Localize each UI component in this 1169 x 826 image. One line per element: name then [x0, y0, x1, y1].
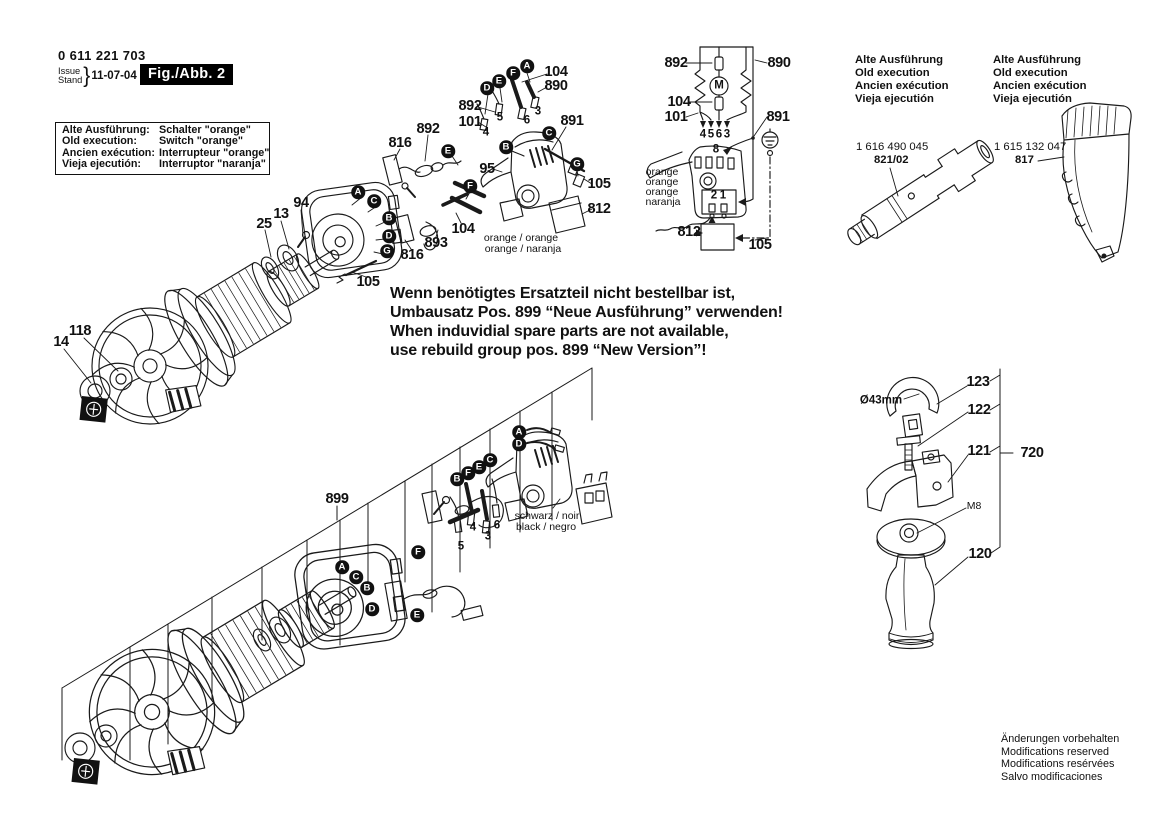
figure-label-badge: Fig./Abb. 2 — [140, 64, 233, 85]
letter-marker-f: F — [463, 179, 477, 193]
letter-marker-d: D — [480, 81, 494, 95]
old-exec-line: Vieja ejecutión — [993, 93, 1072, 105]
letter-marker-f: F — [411, 545, 425, 559]
callout-8: 8 — [712, 143, 720, 156]
callout-5: 5 — [707, 128, 715, 141]
callout-4: 4 — [469, 521, 477, 534]
letter-marker-f: F — [461, 466, 475, 480]
letter-marker-a: A — [335, 560, 349, 574]
letter-marker-g: G — [380, 244, 394, 258]
callout-101: 101 — [664, 108, 688, 125]
callout-121: 121 — [967, 442, 991, 459]
callout-3: 3 — [534, 105, 542, 118]
callout-123: 123 — [966, 373, 990, 390]
callout-893: 893 — [424, 234, 448, 251]
callout-orange: orange — [645, 175, 679, 188]
footer-line: Modifications reserved — [1001, 745, 1110, 758]
callout-25: 25 — [256, 215, 272, 232]
letter-marker-b: B — [499, 140, 513, 154]
footer-line: Modifications resérvées — [1001, 758, 1115, 771]
callout-118: 118 — [68, 322, 92, 339]
letter-marker-g: G — [570, 157, 584, 171]
note-row-value: Interrupteur "orange" — [159, 146, 270, 159]
callout-105: 105 — [748, 236, 772, 253]
letter-marker-c: C — [483, 453, 497, 467]
note-row-label: Alte Ausführung: — [62, 124, 150, 136]
old-exec-line: Alte Ausführung — [855, 54, 944, 66]
letter-marker-d: D — [382, 229, 396, 243]
callout-14: 14 — [53, 333, 69, 350]
callout-890: 890 — [544, 77, 568, 94]
old-exec-line: Old execution — [855, 67, 930, 79]
old-handle-position-number: 817 — [1015, 154, 1034, 166]
brace-glyph: } — [83, 63, 91, 88]
callout-2: 2 — [710, 189, 718, 202]
letter-marker-d: D — [365, 602, 379, 616]
letter-marker-e: E — [492, 74, 506, 88]
callout-101: 101 — [458, 113, 482, 130]
note-row-label: Old execution: — [62, 135, 137, 148]
letter-marker-b: B — [382, 211, 396, 225]
letter-marker-c: C — [542, 126, 556, 140]
stand-word: Stand — [58, 75, 83, 85]
old-exec-line: Alte Ausführung — [993, 54, 1082, 66]
warning-line: use rebuild group pos. 899 “New Version”! — [390, 342, 707, 359]
callout-5: 5 — [496, 111, 504, 124]
callout-5: 5 — [457, 540, 465, 553]
callout-m: M — [714, 79, 724, 92]
callout-892: 892 — [416, 120, 440, 137]
letter-marker-e: E — [410, 608, 424, 622]
old-exec-line: Vieja ejecutión — [855, 93, 934, 105]
callout-104: 104 — [544, 63, 568, 80]
callout-892: 892 — [458, 97, 482, 114]
letter-marker-e: E — [472, 460, 486, 474]
letter-marker-a: A — [520, 59, 534, 73]
callout-6: 6 — [523, 114, 531, 127]
callout-6: 6 — [493, 519, 501, 532]
callout-120: 120 — [968, 545, 992, 562]
callout-812: 812 — [587, 200, 611, 217]
callout-104: 104 — [667, 93, 691, 110]
callout-899: 899 — [325, 490, 349, 507]
letter-marker-b: B — [450, 472, 464, 486]
note-row-value: Interruptor "naranja" — [159, 158, 266, 171]
letter-marker-d: D — [512, 437, 526, 451]
note-row-value: Schalter "orange" — [159, 124, 251, 136]
old-spindle-position-number: 821/02 — [874, 154, 909, 166]
callout-orange-orange: orange / orange — [483, 231, 559, 244]
footer-line: Salvo modificaciones — [1001, 770, 1103, 783]
callout-orange: orange — [645, 165, 679, 178]
letter-marker-a: A — [351, 185, 365, 199]
letter-marker-a: A — [512, 425, 526, 439]
callout-4: 4 — [699, 128, 707, 141]
issue-word: Issue — [58, 66, 81, 77]
callout-6: 6 — [715, 128, 723, 141]
callout-890: 890 — [767, 54, 791, 71]
callout-3: 3 — [723, 128, 731, 141]
callout-891: 891 — [560, 112, 584, 129]
old-handle-part-number: 1 615 132 047 — [994, 141, 1067, 153]
letter-marker-b: B — [360, 581, 374, 595]
callout-122: 122 — [967, 401, 991, 418]
issue-date: 11-07-04 — [91, 70, 137, 82]
warning-line: Umbausatz Pos. 899 “Neue Ausführung” verwenden! — [390, 304, 783, 321]
callout-816: 816 — [388, 134, 412, 151]
old-exec-line: Ancien exécution — [993, 80, 1087, 92]
letter-marker-e: E — [441, 144, 455, 158]
callout-105: 105 — [587, 175, 611, 192]
callout--43mm: Ø43mm — [859, 394, 903, 407]
callout-13: 13 — [273, 205, 289, 222]
warning-line: Wenn benötigtes Ersatzteil nicht bestellbar ist, — [390, 285, 735, 302]
document-part-number: 0 611 221 703 — [58, 48, 146, 63]
callout-m8: M8 — [966, 499, 982, 512]
old-spindle-part-number: 1 616 490 045 — [856, 141, 929, 153]
callout-816: 816 — [400, 246, 424, 263]
letter-marker-c: C — [349, 570, 363, 584]
callout-4: 4 — [482, 126, 490, 139]
old-exec-line: Ancien exécution — [855, 80, 949, 92]
callout-black-negro: black / negro — [515, 520, 577, 533]
callout-812: 812 — [677, 223, 701, 240]
callout-schwarz-noir: schwarz / noir — [514, 509, 580, 522]
callout-94: 94 — [293, 194, 309, 211]
callout-orange-naranja: orange / naranja — [484, 242, 562, 255]
note-row-label: Ancien exécution: — [62, 146, 155, 159]
callout-104: 104 — [451, 220, 475, 237]
note-row-value: Switch "orange" — [159, 135, 244, 148]
letter-marker-f: F — [506, 66, 520, 80]
letter-marker-c: C — [367, 194, 381, 208]
callout-891: 891 — [766, 108, 790, 125]
old-exec-line: Old execution — [993, 67, 1068, 79]
warning-line: When induvidial spare parts are not available, — [390, 323, 729, 340]
callout-892: 892 — [664, 54, 688, 71]
callout-3: 3 — [484, 530, 492, 543]
note-row-label: Vieja ejecutión: — [62, 158, 142, 171]
callout-orange: orange — [645, 185, 679, 198]
callout-naranja: naranja — [645, 195, 681, 208]
callout-95: 95 — [479, 160, 495, 177]
footer-line: Änderungen vorbehalten — [1001, 733, 1120, 745]
callout-105: 105 — [356, 273, 380, 290]
callout-720: 720 — [1020, 444, 1044, 461]
callout-1: 1 — [719, 189, 727, 202]
